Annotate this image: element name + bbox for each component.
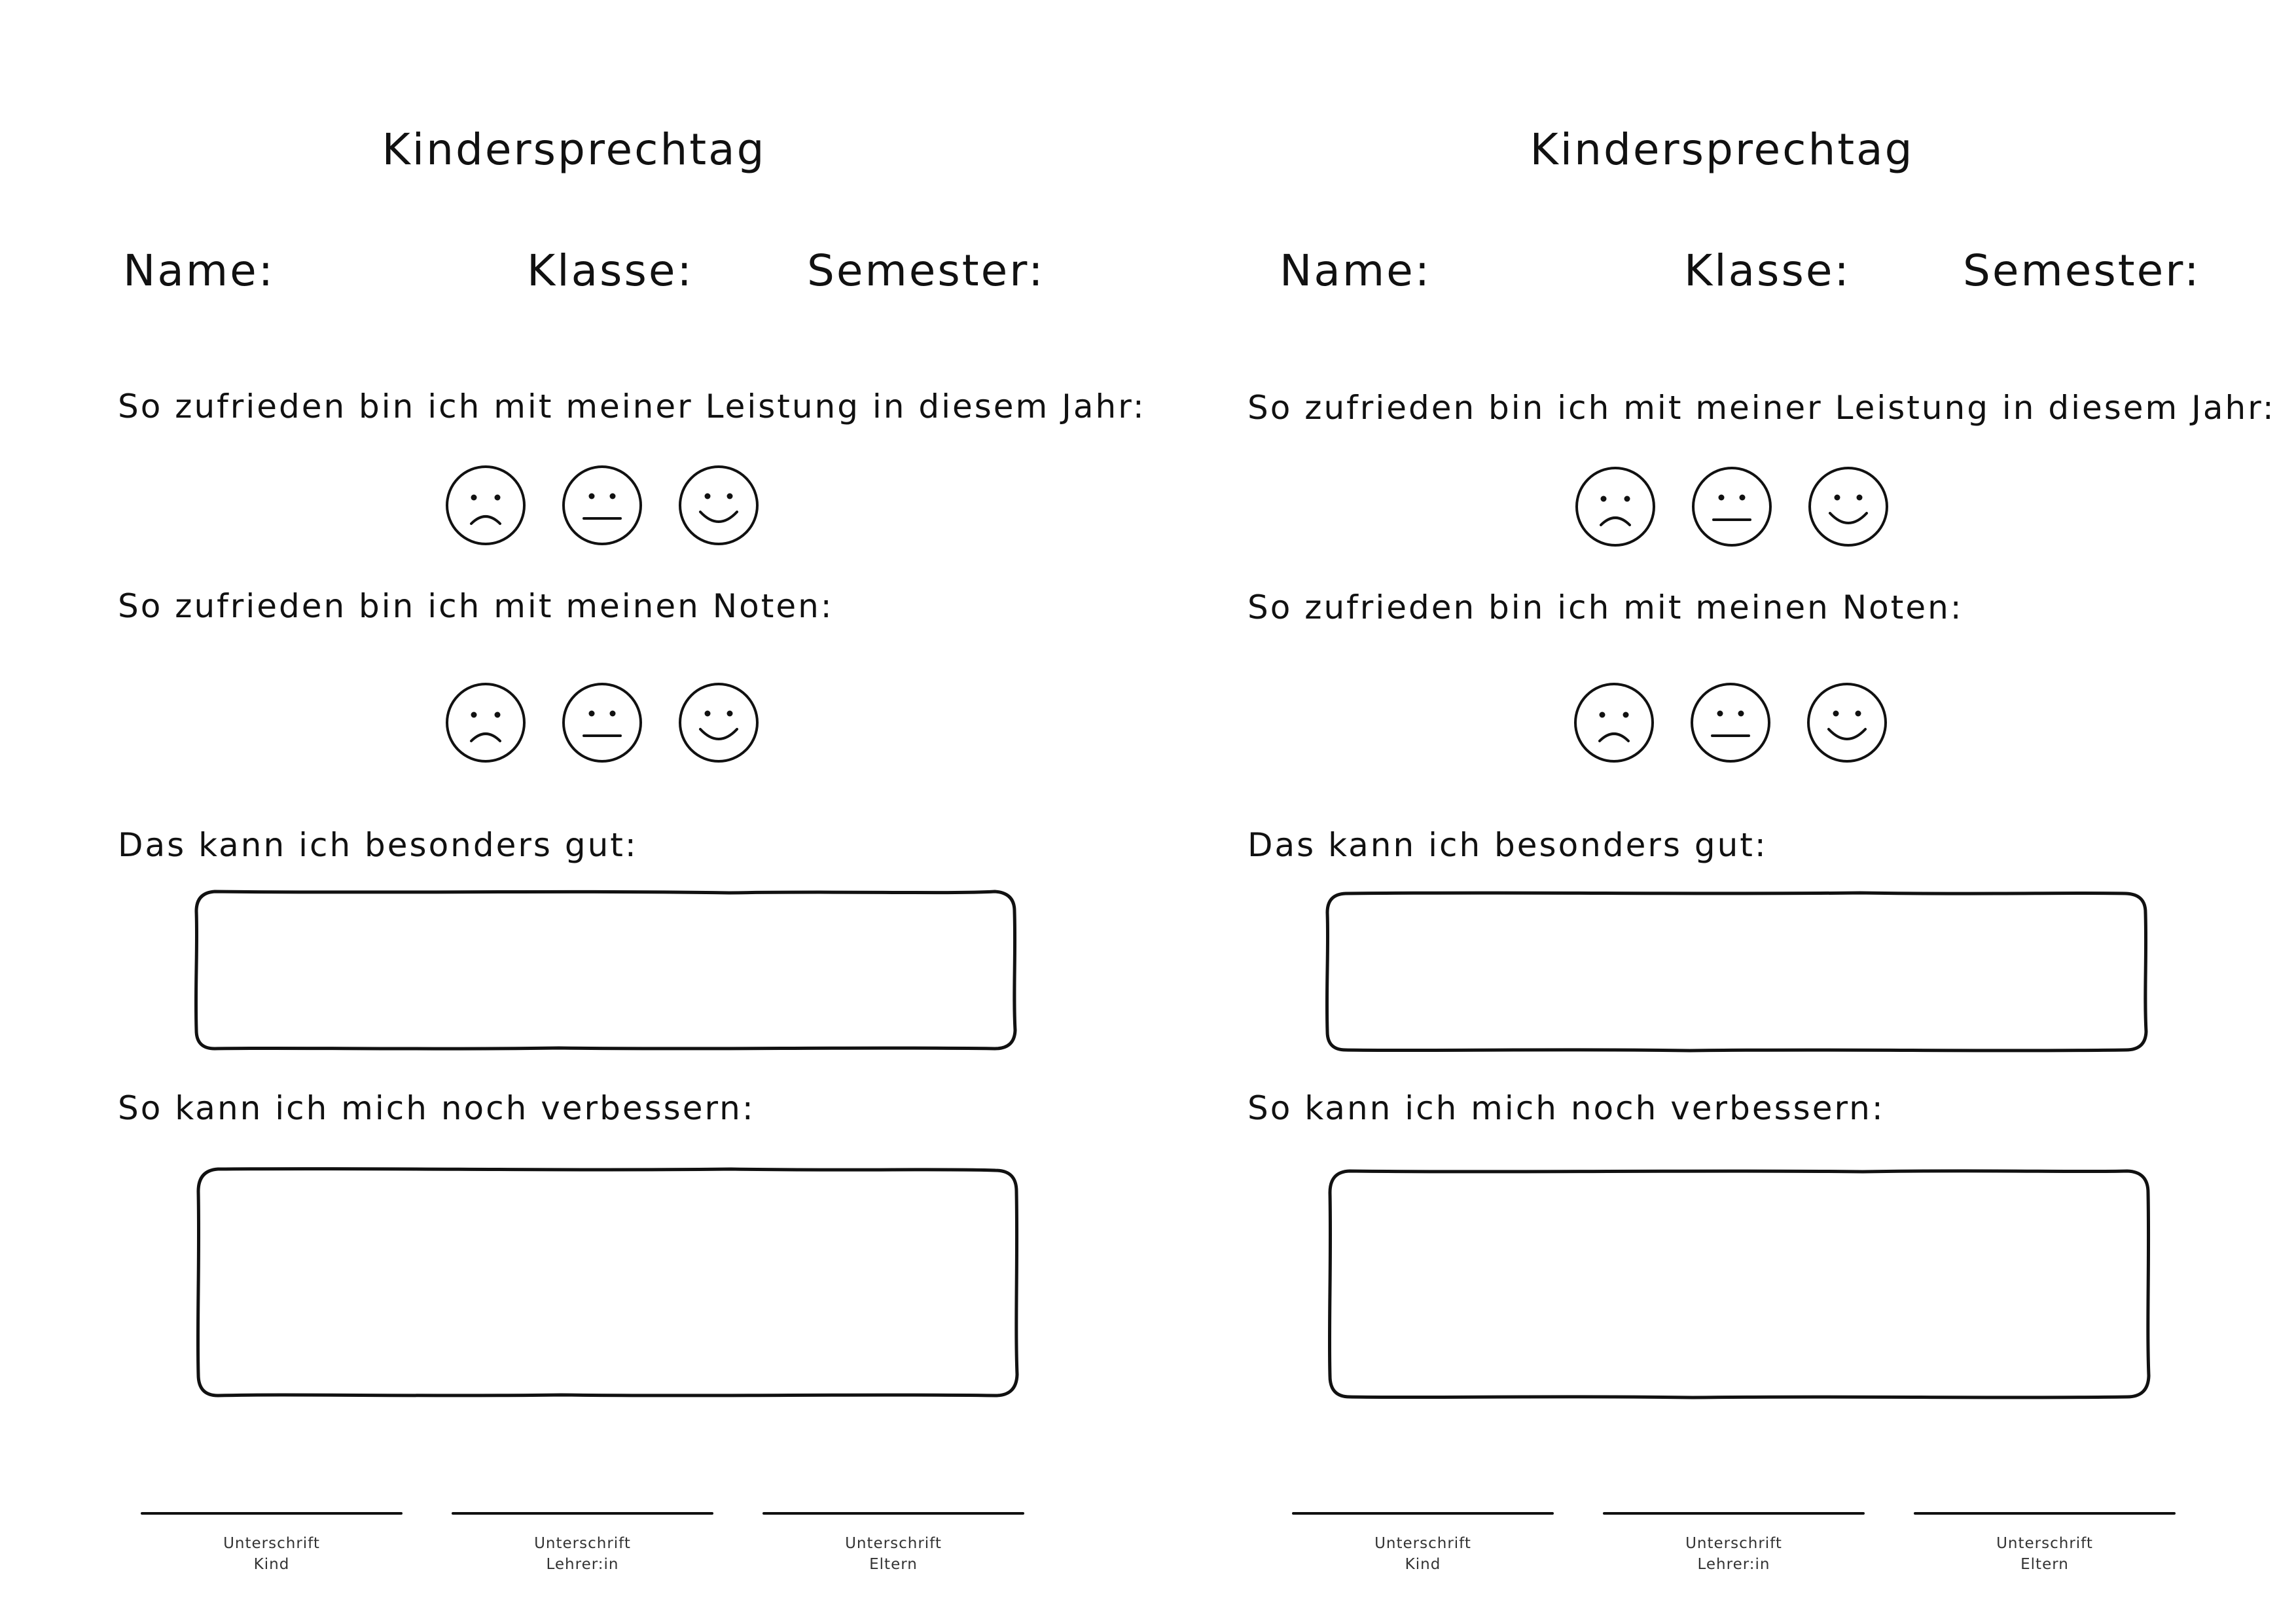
strengths-answer-box[interactable] bbox=[192, 889, 1018, 1053]
signature-line bbox=[452, 1512, 713, 1515]
strengths-answer-box[interactable] bbox=[1323, 890, 2149, 1054]
signature-label: Unterschrift Kind bbox=[1374, 1535, 1471, 1573]
signature-label: Unterschrift Eltern bbox=[845, 1535, 942, 1573]
sad-face-icon[interactable] bbox=[444, 681, 528, 765]
form-title: Kindersprechtag bbox=[1530, 124, 1914, 175]
signature-teacher[interactable] bbox=[1603, 1512, 1865, 1575]
sad-face-icon[interactable] bbox=[1572, 681, 1656, 765]
performance-question: So zufrieden bin ich mit meiner Leistung in diesem Jahr: bbox=[1247, 389, 2276, 427]
signature-label: Unterschrift Eltern bbox=[1996, 1535, 2093, 1573]
class-field-label: Klasse: bbox=[1684, 245, 1851, 296]
signature-line bbox=[141, 1512, 403, 1515]
sad-face-icon[interactable] bbox=[1573, 465, 1657, 549]
semester-field-label: Semester: bbox=[1963, 245, 2201, 296]
form-sheet-right bbox=[1148, 0, 2296, 1624]
performance-question: So zufrieden bin ich mit meiner Leistung in diesem Jahr: bbox=[118, 388, 1146, 425]
signature-teacher[interactable] bbox=[452, 1512, 713, 1575]
signature-label: Unterschrift Kind bbox=[223, 1535, 320, 1573]
grades-question: So zufrieden bin ich mit meinen Noten: bbox=[1247, 588, 1964, 626]
class-field-label: Klasse: bbox=[527, 245, 694, 296]
neutral-face-icon[interactable] bbox=[1690, 465, 1774, 549]
happy-face-icon[interactable] bbox=[1806, 465, 1890, 549]
happy-face-icon[interactable] bbox=[677, 681, 761, 765]
signature-child[interactable] bbox=[1292, 1512, 1554, 1575]
neutral-face-icon[interactable] bbox=[560, 681, 644, 765]
grades-rating bbox=[1572, 681, 1889, 765]
form-title: Kindersprechtag bbox=[382, 124, 766, 175]
improve-answer-box[interactable] bbox=[194, 1166, 1020, 1400]
signature-label: Unterschrift Lehrer:in bbox=[534, 1535, 631, 1573]
semester-field-label: Semester: bbox=[807, 245, 1045, 296]
signature-parents[interactable] bbox=[762, 1512, 1024, 1575]
grades-rating bbox=[444, 681, 761, 765]
improve-question: So kann ich mich noch verbessern: bbox=[118, 1089, 755, 1127]
neutral-face-icon[interactable] bbox=[1689, 681, 1772, 765]
happy-face-icon[interactable] bbox=[1805, 681, 1889, 765]
happy-face-icon[interactable] bbox=[677, 463, 761, 547]
neutral-face-icon[interactable] bbox=[560, 463, 644, 547]
strengths-question: Das kann ich besonders gut: bbox=[1247, 826, 1768, 864]
name-field-label: Name: bbox=[1280, 245, 1431, 296]
grades-question: So zufrieden bin ich mit meinen Noten: bbox=[118, 587, 834, 625]
signature-line bbox=[1603, 1512, 1865, 1515]
signature-child[interactable] bbox=[141, 1512, 403, 1575]
signature-parents[interactable] bbox=[1914, 1512, 2176, 1575]
signature-label: Unterschrift Lehrer:in bbox=[1685, 1535, 1782, 1573]
sad-face-icon[interactable] bbox=[444, 463, 528, 547]
improve-answer-box[interactable] bbox=[1326, 1168, 2152, 1401]
signature-line bbox=[1292, 1512, 1554, 1515]
performance-rating bbox=[444, 463, 761, 547]
name-field-label: Name: bbox=[123, 245, 275, 296]
signature-line bbox=[762, 1512, 1024, 1515]
improve-question: So kann ich mich noch verbessern: bbox=[1247, 1089, 1885, 1127]
signature-line bbox=[1914, 1512, 2176, 1515]
performance-rating bbox=[1573, 465, 1890, 549]
strengths-question: Das kann ich besonders gut: bbox=[118, 826, 638, 864]
